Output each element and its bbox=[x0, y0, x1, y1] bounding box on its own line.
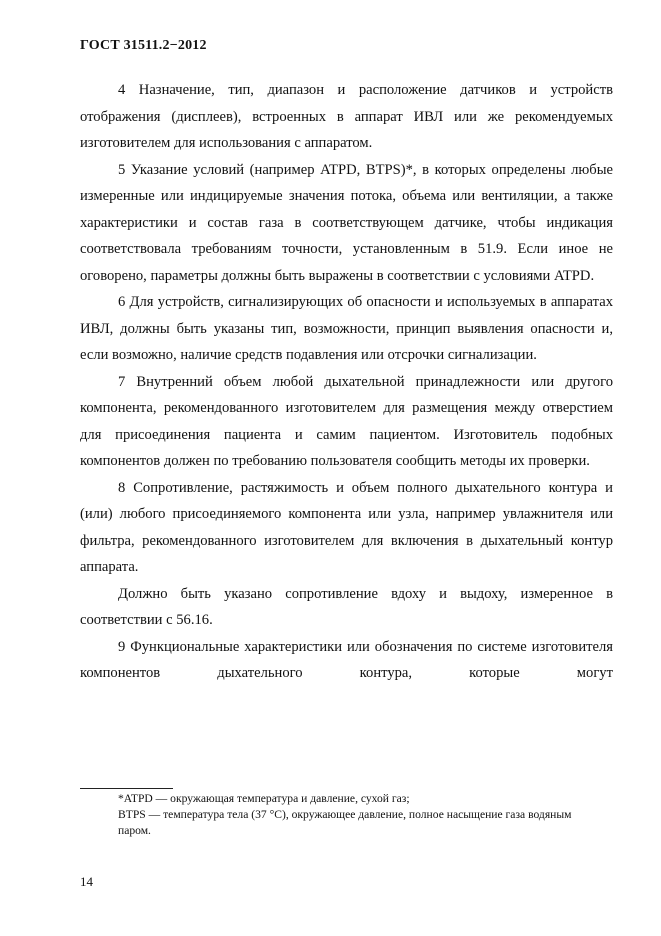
paragraph-item-9: 9 Функциональные характеристики или обозначения по системе изготовителя компонентов дыхательного контура, которые могут bbox=[80, 638, 613, 681]
document-header: ГОСТ 31511.2−2012 bbox=[80, 38, 207, 53]
paragraph-item-5: 5 Указание условий (например ATPD, BTPS)*, в которых определены любые измеренные или индицируемые значения потока, объема или вентиляции, а также характеристики и состав газа в соответствующем датчике, чтобы индикация соответствовала требованиям точности, установленным в 51.9. Если иное не оговорено, параметры должны быть выражены в соответствии с условиями ATPD. bbox=[80, 161, 613, 284]
footnote-atpd: *ATPD — окружающая температура и давление, сухой газ; bbox=[118, 792, 410, 805]
paragraph-resistance-note: Должно быть указано сопротивление вдоху и выдоху, измеренное в соответствии с 56.16. bbox=[80, 585, 613, 628]
paragraph-item-6: 6 Для устройств, сигнализирующих об опасности и используемых в аппаратах ИВЛ, должны быть указаны тип, возможности, принцип выявления опасности и, если возможно, наличие средств подавления или отсрочки сигнализации. bbox=[80, 294, 613, 363]
footnote-btps: BTPS — температура тела (37 °С), окружающее давление, полное насыщение газа водяным паром. bbox=[118, 808, 572, 837]
main-text bbox=[80, 77, 613, 687]
footnotes bbox=[118, 791, 598, 839]
footnote-separator bbox=[80, 788, 173, 789]
paragraph-item-8: 8 Сопротивление, растяжимость и объем полного дыхательного контура и (или) любого присоединяемого компонента или узла, например увлажнителя или фильтра, рекомендованного изготовителем для включения в дыхательный контур аппарата. bbox=[80, 479, 613, 575]
paragraph-item-4: 4 Назначение, тип, диапазон и расположение датчиков и устройств отображения (дисплеев), встроенных в аппарат ИВЛ или же рекомендуемых изготовителем для использования с аппаратом. bbox=[80, 82, 613, 151]
page-number: 14 bbox=[80, 874, 93, 889]
paragraph-item-7: 7 Внутренний объем любой дыхательной принадлежности или другого компонента, рекомендованного изготовителем для размещения между отверстием для присоединения пациента и самим пациентом. Изготовитель подобных компонентов должен по требованию пользователя сообщить методы их проверки. bbox=[80, 373, 613, 469]
